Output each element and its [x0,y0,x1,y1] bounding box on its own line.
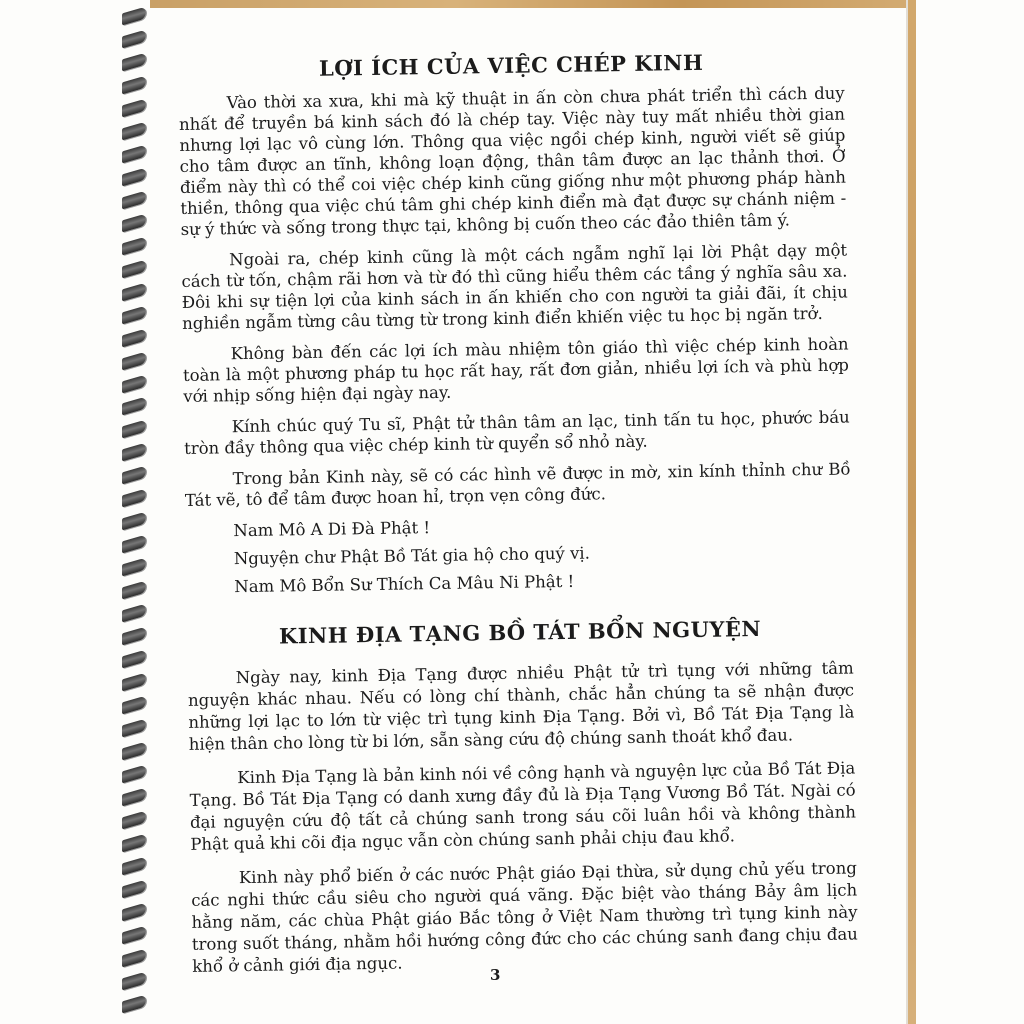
paragraph: Kính chúc quý Tu sĩ, Phật tử thân tâm an lạc, tinh tấn tu học, phước báu tròn đầy thông qua việc chép kinh từ quyển sổ nhỏ này. [183,407,850,458]
paragraph: Ngoài ra, chép kinh cũng là một cách ngẫm nghĩ lại lời Phật dạy một cách từ tốn, chậm rãi hơn và từ đó thì cũng hiểu thêm các tầng ý nghĩa sâu xa. Đôi khi sự tiện lợi của kinh sách in ấn khiến cho con người ta giải đãi, ít chịu nghiền ngẫm từng câu từng từ trong kinh điển khiến việc tu học bị ngăn trở. [181,240,848,333]
spiral-binding [122,10,156,1010]
prayer-line: Nam Mô A Di Đà Phật ! [233,518,431,541]
spiral-coil [122,190,146,209]
spiral-coil [122,305,146,324]
paragraph: Vào thời xa xưa, khi mà kỹ thuật in ấn còn chưa phát triển thì cách duy nhất để truyền bá kinh sách đó là chép tay. Việc này tuy mất nhiều thời gian nhưng lợi lạc vô cùng lớn. Thông qua việc ngồi chép kinh, người viết sẽ giúp cho tâm được an tĩnh, không loạn động, thân tâm được an lạc thảnh thơi. Ở điểm này thì có thể coi việc chép kinh cũng giống như một phương pháp hành thiền, thông qua việc chú tâm ghi chép kinh điển mà đạt được sự chánh niệm - sự ý thức và sống trong thực tại, không bị cuốn theo các đảo thiên tâm ý. [178,83,847,239]
spiral-coil [122,236,146,255]
spiral-coil [122,397,146,416]
spiral-coil [122,971,146,990]
paragraph: Không bàn đến các lợi ích màu nhiệm tôn giáo thì việc chép kinh hoàn toàn là một phương pháp tu học rất hay, rất đơn giản, nhiều lợi ích và phù hợp với nhịp sống hiện đại ngày nay. [182,334,850,406]
spiral-coil [122,328,146,347]
spiral-coil [122,7,146,26]
page-number: 3 [490,966,501,984]
paragraph: Kinh Địa Tạng là bản kinh nói về công hạnh và nguyện lực của Bồ Tát Địa Tạng. Bồ Tát Địa Tạng có danh xưng đầy đủ là Địa Tạng Vương Bồ Tát. Ngài có đại nguyện cứu độ tất cả chúng sanh trong sáu cõi luân hồi và không thành Phật quả khi cõi địa ngục vẫn còn chúng sanh phải chịu đau khổ. [189,758,857,854]
spiral-coil [122,420,146,439]
spiral-coil [122,787,146,806]
spiral-coil [122,673,146,692]
spiral-coil [122,512,146,531]
spiral-coil [122,213,146,232]
spiral-coil [122,604,146,623]
spiral-coil [122,282,146,301]
section-title-dia-tang-sutra: KINH ĐỊA TẠNG BỒ TÁT BỔN NGUYỆN [278,615,762,649]
spiral-coil [122,144,146,163]
paragraph: Ngày nay, kinh Địa Tạng được nhiều Phật tử trì tụng với những tâm nguyện khác nhau. Nếu có lòng chí thành, chắc hẳn chúng ta sẽ nhận được những lợi lạc to lớn từ việc trì tụng kinh Địa Tạng. Bởi vì, Bồ Tát Địa Tạng là hiện thân cho lòng từ bi lớn, sẵn sàng cứu độ chúng sanh thoát khổ đau. [187,658,855,754]
spiral-coil [122,98,146,117]
spiral-coil [122,466,146,485]
spiral-coil [122,52,146,71]
spiral-coil [122,650,146,669]
prayer-line: Nguyện chư Phật Bồ Tát gia hộ cho quý vị. [233,543,591,569]
spiral-coil [122,558,146,577]
spiral-coil [122,742,146,761]
spiral-coil [122,75,146,94]
spiral-coil [122,489,146,508]
spiral-coil [122,765,146,784]
spiral-coil [122,833,146,852]
spiral-coil [122,696,146,715]
wooden-surface-right [908,0,916,1024]
spiral-coil [122,121,146,140]
spiral-coil [122,259,146,278]
spiral-coil [122,351,146,370]
spiral-coil [122,535,146,554]
spiral-coil [122,902,146,921]
spiral-coil [122,374,146,393]
wooden-surface-top [150,0,910,8]
prayer-line: Nam Mô Bổn Sư Thích Ca Mâu Ni Phật ! [234,571,575,597]
page-content [178,48,859,990]
paragraph: Trong bản Kinh này, sẽ có các hình vẽ được in mờ, xin kính thỉnh chư Bồ Tát vẽ, tô để tâm được hoan hỉ, trọn vẹn công đức. [184,459,851,510]
section-title-copying-sutras: LỢI ÍCH CỦA VIỆC CHÉP KINH [318,49,704,81]
paper-edge [906,0,908,1024]
spiral-coil [122,443,146,462]
spiral-coil [122,581,146,600]
spiral-coil [122,627,146,646]
spiral-coil [122,810,146,829]
spiral-coil [122,719,146,738]
spiral-coil [122,948,146,967]
spiral-coil [122,879,146,898]
spiral-coil [122,856,146,875]
spiral-coil [122,994,146,1013]
spiral-coil [122,30,146,49]
spiral-coil [122,167,146,186]
paragraph: Kinh này phổ biến ở các nước Phật giáo Đại thừa, sử dụng chủ yếu trong các nghi thức cầu siêu cho người quá vãng. Đặc biệt vào tháng Bảy âm lịch hằng năm, các chùa Phật giáo Bắc tông ở Việt Nam thường trì tụng kinh này trong suốt tháng, nhằm hồi hướng công đức cho các chúng sanh đang chịu đau khổ ở cảnh giới địa ngục. [191,858,858,976]
spiral-coil [122,925,146,944]
